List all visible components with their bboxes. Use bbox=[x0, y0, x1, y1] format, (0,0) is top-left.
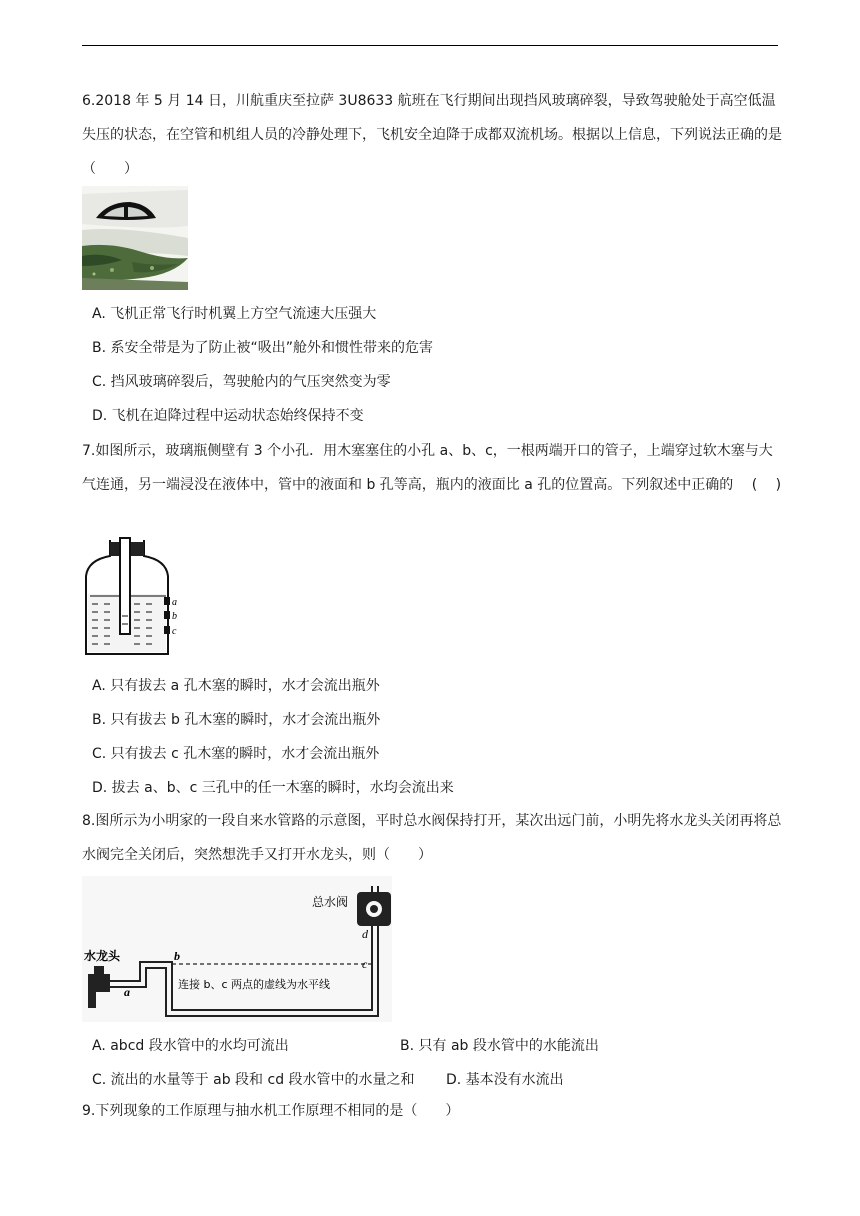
header-rule bbox=[82, 45, 778, 46]
question-8-stem: 8.图所示为小明家的一段自来水管路的示意图，平时总水阀保持打开，某次出远门前，小明先将水龙头关闭再将总水阀完全关闭后，突然想洗手又打开水龙头，则（ ） bbox=[82, 813, 782, 863]
question-6-option-a[interactable]: A. 飞机正常飞行时机翼上方空气流速大压强大 bbox=[92, 306, 377, 322]
question-7-option-c[interactable]: C. 只有拔去 c 孔木塞的瞬时，水才会流出瓶外 bbox=[92, 746, 380, 762]
question-8-option-b[interactable]: B. 只有 ab 段水管中的水能流出 bbox=[400, 1038, 599, 1054]
point-a-label: a bbox=[124, 985, 130, 999]
point-c-label: c bbox=[362, 957, 368, 971]
hole-a-label: a bbox=[172, 597, 177, 608]
faucet-label: 水龙头 bbox=[84, 949, 121, 963]
question-8-option-c[interactable]: C. 流出的水量等于 ab 段和 cd 段水管中的水量之和 bbox=[92, 1072, 415, 1088]
hole-c-label: c bbox=[172, 626, 177, 637]
question-7-option-b[interactable]: B. 只有拔去 b 孔木塞的瞬时，水才会流出瓶外 bbox=[92, 712, 381, 728]
question-6-option-d[interactable]: D. 飞机在迫降过程中运动状态始终保持不变 bbox=[92, 408, 364, 424]
question-6-option-c[interactable]: C. 挡风玻璃碎裂后，驾驶舱内的气压突然变为零 bbox=[92, 374, 391, 390]
point-d-label: d bbox=[362, 927, 368, 941]
question-7-stem: 7.如图所示，玻璃瓶侧壁有 3 个小孔．用木塞塞住的小孔 a、b、c，一根两端开口的管子，上端穿过软木塞与大气连通，另一端浸没在液体中，管中的液面和 b 孔等高，瓶内的液面比 a 孔的位置高。下列叙述中正确的 ( ) bbox=[82, 443, 782, 493]
airplane-cockpit-photo bbox=[82, 186, 188, 290]
question-7-option-d[interactable]: D. 拔去 a、b、c 三孔中的任一木塞的瞬时，水均会流出来 bbox=[92, 780, 454, 796]
glass-bottle-diagram bbox=[82, 536, 182, 660]
point-b-label: b bbox=[174, 949, 180, 963]
question-7-option-a[interactable]: A. 只有拔去 a 孔木塞的瞬时，水才会流出瓶外 bbox=[92, 678, 380, 694]
question-8-option-a[interactable]: A. abcd 段水管中的水均可流出 bbox=[92, 1038, 289, 1054]
question-6-option-b[interactable]: B. 系安全带是为了防止被“吸出”舱外和惯性带来的危害 bbox=[92, 340, 434, 356]
question-8-option-d[interactable]: D. 基本没有水流出 bbox=[446, 1072, 564, 1088]
water-pipe-diagram bbox=[82, 876, 392, 1022]
hole-b-label: b bbox=[172, 611, 177, 622]
question-9-stem: 9.下列现象的工作原理与抽水机工作原理不相同的是（ ） bbox=[82, 1103, 460, 1119]
question-6-stem: 6.2018 年 5 月 14 日，川航重庆至拉萨 3U8633 航班在飞行期间出现挡风玻璃碎裂，导致驾驶舱处于高空低温失压的状态，在空管和机组人员的冷静处理下，飞机安全迫降于成都双流机场。根据以上信息，下列说法正确的是（ ） bbox=[82, 93, 782, 177]
horizontal-line-note: 连接 b、c 两点的虚线为水平线 bbox=[178, 978, 331, 991]
valve-label: 总水阀 bbox=[312, 895, 349, 909]
